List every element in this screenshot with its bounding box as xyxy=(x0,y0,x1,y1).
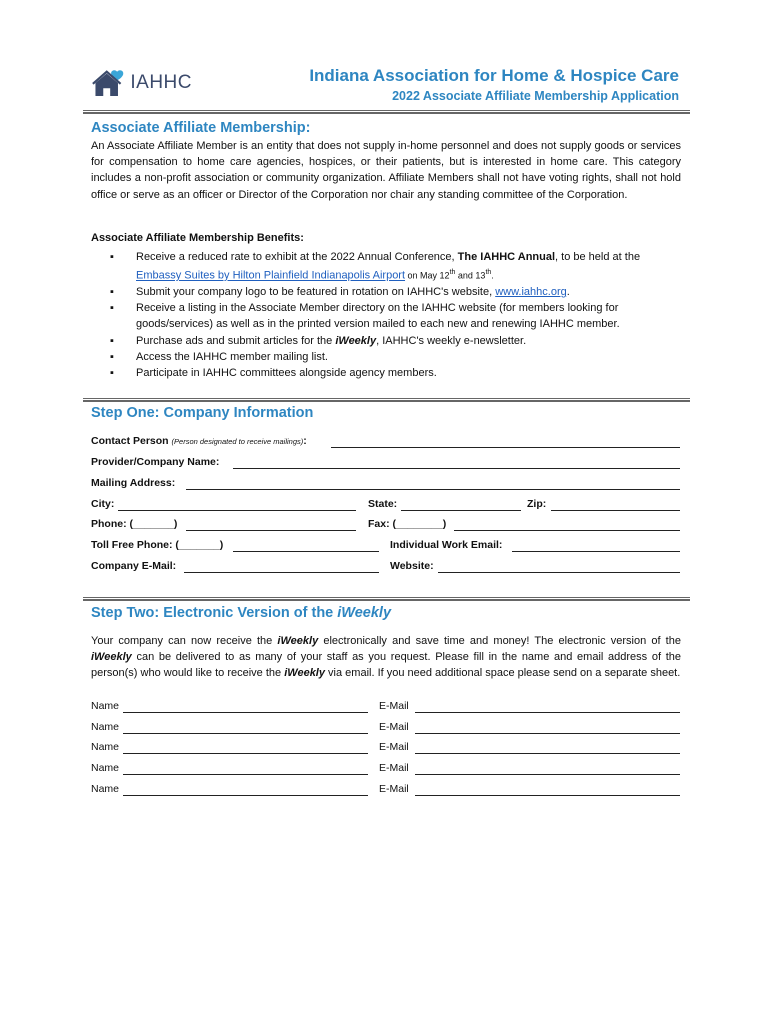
company-email-label: Company E-Mail: xyxy=(91,560,177,572)
mailing-row xyxy=(91,477,680,491)
state-field[interactable] xyxy=(401,510,521,511)
provider-label: Provider/Company Name: xyxy=(91,456,220,468)
recipient-row xyxy=(91,783,680,797)
step-two-title: Step Two: Electronic Version of the iWeekly xyxy=(91,605,392,621)
provider-field[interactable] xyxy=(233,468,680,469)
recipient-email-field[interactable] xyxy=(415,774,680,775)
company-email-website-row xyxy=(91,560,680,574)
recipient-row xyxy=(91,700,680,714)
work-email-label: Individual Work Email: xyxy=(390,539,503,551)
section-divider xyxy=(83,597,690,601)
section-divider xyxy=(83,398,690,402)
benefit-item: ▪ Access the IAHHC member mailing list. xyxy=(110,349,685,365)
email-label: E-Mail xyxy=(379,762,409,774)
recipient-row xyxy=(91,721,680,735)
website-label: Website: xyxy=(390,560,434,572)
recipient-name-field[interactable] xyxy=(123,712,368,713)
benefit-item: ▪ Receive a listing in the Associate Member directory on the IAHHC website (for members looking for goods/services) as well as in the printed version mailed to each new and renewing IAHHC member. xyxy=(110,300,685,332)
benefits-list xyxy=(110,249,685,381)
work-email-field[interactable] xyxy=(512,551,680,552)
membership-title: Associate Affiliate Membership: xyxy=(91,120,311,136)
email-label: E-Mail xyxy=(379,783,409,795)
logo-text: IAHHC xyxy=(130,72,192,93)
phone-fax-row xyxy=(91,518,680,532)
contact-person-label: Contact Person (Person designated to receive mailings): xyxy=(91,435,307,447)
city-field[interactable] xyxy=(118,510,356,511)
benefit-item: ▪ Receive a reduced rate to exhibit at the 2022 Annual Conference, The IAHHC Annual, to be held at the Embassy Suites by Hilton Plainfield Indianapolis Airport on May 12th and 13th. xyxy=(110,249,685,284)
website-field[interactable] xyxy=(438,572,680,573)
recipient-email-field[interactable] xyxy=(415,712,680,713)
name-label: Name xyxy=(91,762,120,774)
state-label: State: xyxy=(368,498,398,510)
zip-label: Zip: xyxy=(527,498,547,510)
recipient-name-field[interactable] xyxy=(123,733,368,734)
name-label: Name xyxy=(91,700,120,712)
contact-person-field[interactable] xyxy=(331,447,680,448)
benefit-item: ▪ Participate in IAHHC committees alongside agency members. xyxy=(110,365,685,381)
membership-description: An Associate Affiliate Member is an entity that does not supply in-home personnel and does not supply goods or services for compensation to home care agencies, hospices, or their patients, but is interested in home care. This category includes a non-profit association or community organization. Affiliate Members shall not have voting rights, shall not hold office or serve as an officer or Director of the Corporation nor chair any standing committee of the Corporation. xyxy=(91,140,681,201)
phone-label[interactable]: Phone: (_______) xyxy=(91,518,178,530)
toll-free-field[interactable] xyxy=(233,551,379,552)
iahhc-website-link[interactable]: www.iahhc.org xyxy=(495,286,567,299)
recipient-name-field[interactable] xyxy=(123,753,368,754)
recipient-email-field[interactable] xyxy=(415,733,680,734)
zip-field[interactable] xyxy=(551,510,680,511)
organization-title: Indiana Association for Home & Hospice Care xyxy=(309,66,679,85)
recipient-email-field[interactable] xyxy=(415,795,680,796)
recipient-name-field[interactable] xyxy=(123,795,368,796)
toll-free-label[interactable]: Toll Free Phone: (_______) xyxy=(91,539,224,551)
embassy-suites-link[interactable]: Embassy Suites by Hilton Plainfield Indianapolis Airport xyxy=(136,269,406,282)
provider-row xyxy=(91,456,680,470)
recipient-name-field[interactable] xyxy=(123,774,368,775)
recipient-row xyxy=(91,762,680,776)
mailing-address-field[interactable] xyxy=(186,489,680,490)
application-title: 2022 Associate Affiliate Membership Application xyxy=(392,89,679,103)
city-label: City: xyxy=(91,498,115,510)
tollfree-workemail-row xyxy=(91,539,680,553)
email-label: E-Mail xyxy=(379,741,409,753)
fax-field[interactable] xyxy=(454,530,680,531)
house-heart-logo-icon xyxy=(92,66,128,100)
name-label: Name xyxy=(91,741,120,753)
benefit-item: ▪ Purchase ads and submit articles for the iWeekly, IAHHC's weekly e-newsletter. xyxy=(110,333,685,349)
benefits-title: Associate Affiliate Membership Benefits: xyxy=(91,232,304,244)
name-label: Name xyxy=(91,721,120,733)
contact-person-row xyxy=(91,435,680,449)
header-divider xyxy=(83,110,690,114)
recipient-row xyxy=(91,741,680,755)
iahhc-logo xyxy=(92,66,192,100)
benefit-item: ▪ Submit your company logo to be featured in rotation on IAHHC's website, www.iahhc.org. xyxy=(110,284,685,300)
city-state-zip-row xyxy=(91,498,680,512)
email-label: E-Mail xyxy=(379,700,409,712)
fax-label[interactable]: Fax: (________) xyxy=(368,518,447,530)
recipient-email-field[interactable] xyxy=(415,753,680,754)
mailing-label: Mailing Address: xyxy=(91,477,176,489)
email-label: E-Mail xyxy=(379,721,409,733)
phone-field[interactable] xyxy=(186,530,356,531)
company-email-field[interactable] xyxy=(184,572,379,573)
name-label: Name xyxy=(91,783,120,795)
step-one-title: Step One: Company Information xyxy=(91,405,314,421)
iweekly-description: Your company can now receive the iWeekly electronically and save time and money! The electronic version of the iWeekly can be delivered to as many of your staff as you request. Please fill in the name and email address of the person(s) who would like to receive the iWeekly via email. If you need additional space please send on a separate sheet. xyxy=(91,635,681,680)
